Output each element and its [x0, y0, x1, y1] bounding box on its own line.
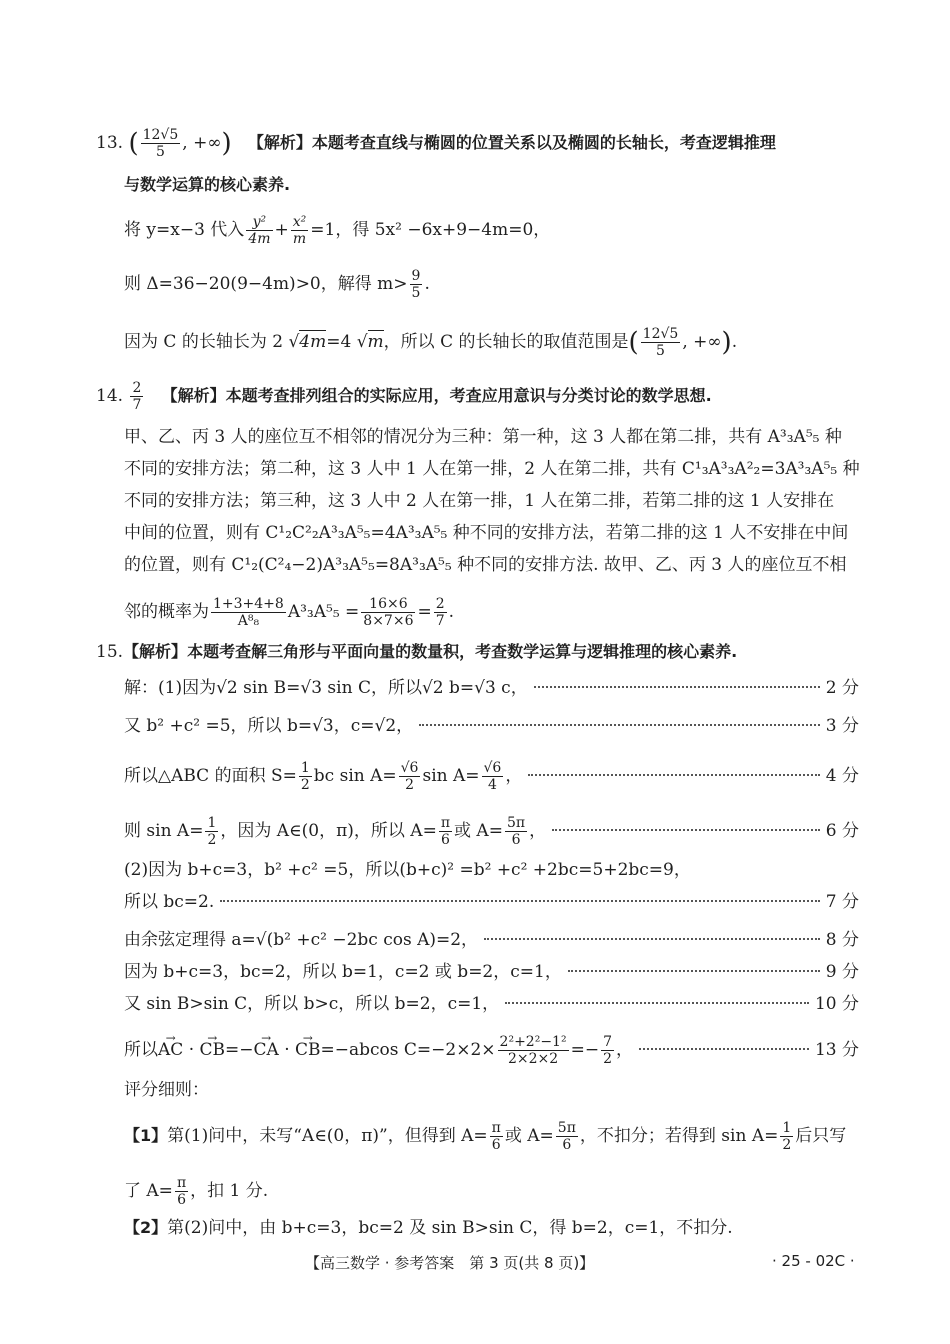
analysis-tag: 【解析】	[247, 133, 312, 152]
question-number: 15.	[96, 642, 124, 662]
answer-fraction: $\frac{12√5}{5}$	[142, 127, 179, 160]
solution-step: 则 sin A= $\frac{1}{2}$ ，因为 A∈(0，π)，所以 A= $\frac{\pi}{6}$ 或 A= $\frac{5\pi}{6}$ ， 6 分	[124, 815, 859, 848]
solution-step: 又 sin B>sin C，所以 b>c，所以 b=2，c=1， 10 分	[124, 994, 859, 1014]
q13-desc-cont: 与数学运算的核心素养.	[124, 175, 291, 194]
question-number: 13.	[96, 133, 124, 153]
score: 13 分	[814, 1040, 859, 1060]
q13-header: 13. ( $\frac{12√5}{5}$ , +∞) 【解析】本题考查直线与椭圆的位置关系以及椭圆的长轴长，考查逻辑推理	[96, 127, 776, 160]
score: 8 分	[825, 930, 859, 950]
q13-line3: 因为 C 的长轴长为 2 √4m=4 √m，所以 C 的长轴长的取值范围是( $\frac{12√5}{5}$ , +∞).	[124, 326, 738, 359]
q14-para-line: 不同的安排方法；第二种，这 3 人中 1 人在第一排，2 人在第二排，共有 C¹₃A³₃A²₂=3A³₃A⁵₅ 种	[124, 459, 860, 479]
q15-header: 15.【解析】本题考查解三角形与平面向量的数量积，考查数学运算与逻辑推理的核心素养.	[96, 642, 738, 662]
q14-para-line: 中间的位置，则有 C¹₂C²₂A³₃A⁵₅=4A³₃A⁵₅ 种不同的安排方法，若第二排的这 1 人不安排在中间	[124, 523, 849, 543]
score: 2 分	[825, 678, 859, 698]
score: 4 分	[825, 766, 859, 786]
solution-step: 所以→ AC · → CB=−→ CA · → CB=−abcos C=−2×2× $\frac{\text{2²+2²−1²}}{2\times 2\times 2}$ =− $\frac{7}{2}$ ， 13 分	[124, 1034, 859, 1067]
grading-rule-1: 【1】第(1)问中，未写“A∈(0，π)”，但得到 A= $\frac{\pi}{6}$ 或 A= $\frac{5\pi}{6}$ ，不扣分；若得到 sin A= $\frac{1}{2}$ 后只写	[124, 1120, 847, 1153]
solution-step: 由余弦定理得 a=√(b² +c² −2bc cos A)=2， 8 分	[124, 930, 859, 950]
analysis-tag: 【解析】	[161, 386, 226, 405]
grading-rule-2: 【2】第(2)问中，由 b+c=3，bc=2 及 sin B>sin C，得 b=2，c=1，不扣分.	[124, 1218, 733, 1238]
q13-line1: 将 y=x−3 代入 $\frac{\text{y²}}{4m}$ + $\frac{\text{x²}}{m}$ =1，得 5x² −6x+9−4m=0，	[124, 214, 551, 247]
analysis-tag: 【解析】	[123, 642, 188, 661]
q13-line2: 则 Δ=36−20(9−4m)>0，解得 m> $\frac{9}{5}$ .	[124, 268, 430, 301]
q14-para-line: 的位置，则有 C¹₂(C²₄−2)A³₃A⁵₅=8A³₃A⁵₅ 种不同的安排方法. 故甲、乙、丙 3 人的座位互不相	[124, 555, 847, 575]
q14-header: 14. $\frac{2}{7}$ 【解析】本题考查排列组合的实际应用，考查应用意识与分类讨论的数学思想.	[96, 380, 712, 413]
solution-step: 解：(1)因为√2 sin B=√3 sin C，所以√2 b=√3 c， 2 分	[124, 678, 859, 698]
grading-title: 评分细则：	[124, 1080, 209, 1100]
q14-para-line: 不同的安排方法；第三种，这 3 人中 2 人在第一排，1 人在第二排，若第二排的这 1 人安排在	[124, 491, 835, 511]
score: 9 分	[825, 962, 859, 982]
footer-code: · 25 - 02C ·	[772, 1252, 855, 1270]
q14-para-line: 甲、乙、丙 3 人的座位互不相邻的情况分为三种：第一种，这 3 人都在第二排，共有 A³₃A⁵₅ 种	[124, 427, 842, 447]
score: 3 分	[825, 716, 859, 736]
grading-rule-1-cont: 了 A= $\frac{\pi}{6}$ ，扣 1 分.	[124, 1175, 269, 1208]
score: 6 分	[825, 821, 859, 841]
score: 10 分	[814, 994, 859, 1014]
score: 7 分	[825, 892, 859, 912]
footer-title: 【高三数学 · 参考答案 第 3 页(共 8 页)】	[305, 1254, 595, 1272]
solution-step: 所以△ABC 的面积 S= $\frac{1}{2}$ bc sin A= $\frac{√6}{2}$ sin A= $\frac{√6}{4}$ ， 4 分	[124, 760, 859, 793]
question-number: 14.	[96, 386, 124, 406]
solution-step: 因为 b+c=3，bc=2，所以 b=1，c=2 或 b=2，c=1， 9 分	[124, 962, 859, 982]
solution-step: 又 b² +c² =5，所以 b=√3，c=√2， 3 分	[124, 716, 859, 736]
q14-probability-line: 邻的概率为 $\frac{1+3+4+8}{\text{A⁸₈}}$ A³₃A⁵₅ = $\frac{16\times 6}{8\times 7\times 6}$ = $\frac{2}{7}$ .	[124, 596, 455, 629]
solution-step: 所以 bc=2. 7 分	[124, 892, 859, 912]
solution-step: (2)因为 b+c=3，b² +c² =5，所以(b+c)² =b² +c² +2bc=5+2bc=9，	[124, 860, 691, 880]
